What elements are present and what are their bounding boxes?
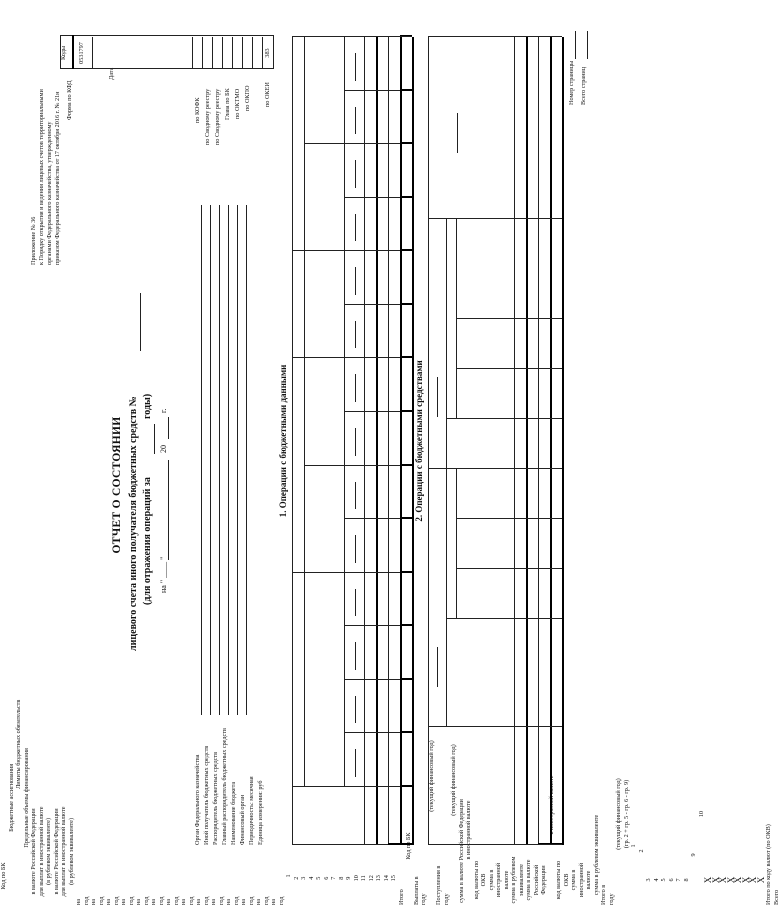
column-number: 5 xyxy=(315,876,322,880)
x-mark: X xyxy=(718,876,728,884)
codes-rule xyxy=(92,37,93,69)
table-rule xyxy=(446,219,447,727)
field-label: Наименование бюджета xyxy=(230,781,237,845)
column-year-line xyxy=(355,214,356,242)
column-number: 6 xyxy=(322,876,330,880)
report-title-years: годы) xyxy=(142,393,153,419)
column-na-label: на xyxy=(75,898,82,905)
column-number: 4 xyxy=(307,876,315,880)
table-rule xyxy=(562,37,564,845)
table-rule xyxy=(400,785,412,787)
section-2-receipts-note: (текущий финансовый год) xyxy=(450,744,457,816)
section-2-payments-sum-rub: сумма в рублевом эквиваленте xyxy=(510,856,525,904)
column-na-label: на xyxy=(210,898,217,905)
table-rule xyxy=(456,368,562,369)
table-rule xyxy=(388,843,412,845)
table-rule xyxy=(514,37,515,845)
table-rule xyxy=(304,37,305,787)
column-god-label: год xyxy=(112,896,120,905)
report-title-line-3: (для отражения операций за xyxy=(142,477,153,605)
codes-rule xyxy=(202,37,203,69)
column-na-label: на xyxy=(165,898,172,905)
column-year-line xyxy=(355,53,356,81)
appendix-line-4: приказом Федерального казначейства от 17 октября 2016 г. № 21н xyxy=(54,91,61,265)
section-2-payments-rub: сумма в валюте Российской Федерации xyxy=(457,799,465,903)
column-number: 5 xyxy=(660,878,667,882)
report-title: ОТЧЕТ О СОСТОЯНИИ xyxy=(111,416,123,554)
table-rule xyxy=(344,197,400,198)
table-rule xyxy=(388,37,389,845)
column-god-label: год xyxy=(172,896,180,905)
column-number: 13 xyxy=(375,875,382,882)
section-1-total-label: Итого xyxy=(397,889,405,905)
table-rule xyxy=(344,304,400,305)
okpo-label: по ОКПО xyxy=(244,85,251,111)
column-number: 2 xyxy=(637,849,645,853)
field-label: Распорядитель бюджетных средств xyxy=(212,751,219,845)
column-god-label: год xyxy=(187,896,195,905)
page-number-label: Номер страницы xyxy=(568,60,575,105)
table-rule xyxy=(400,356,412,358)
year-fill-line xyxy=(437,647,438,687)
column-na-label: на xyxy=(150,898,157,905)
column-number: 9 xyxy=(690,853,697,857)
report-date-month-line xyxy=(168,460,169,560)
tofk-label: по КОФК xyxy=(194,97,201,123)
table-rule xyxy=(344,37,345,787)
section-1-pof-foreign-note: (в рублевом эквиваленте) xyxy=(67,817,75,885)
column-god-label: год xyxy=(202,896,210,905)
codes-rule xyxy=(262,37,263,69)
section-2-total-label: Итого в xyxy=(600,884,607,905)
table-rule xyxy=(376,37,378,845)
section-1-pof-rub: в валюте Российской Федерации xyxy=(52,808,60,895)
codes-rule xyxy=(192,37,193,69)
table-rule xyxy=(344,518,400,519)
table-rule xyxy=(456,219,457,419)
field-label: Единица измерения: руб xyxy=(257,780,264,845)
oktmo-label: по ОКТМО xyxy=(234,88,241,119)
section-2-total-note: (текущий финансовый год) xyxy=(615,778,622,850)
section-2-receipts-sum-rub: сумма в рублевом эквиваленте xyxy=(592,814,600,896)
field-fill-line xyxy=(210,205,211,715)
table-rule xyxy=(526,37,528,845)
table-rule xyxy=(428,726,562,727)
table-rule xyxy=(344,679,400,680)
column-year-line xyxy=(355,482,356,510)
date-label: Дата xyxy=(108,67,115,80)
table-rule xyxy=(446,418,562,419)
report-date-year: 20 xyxy=(159,445,168,453)
column-god-label: год xyxy=(232,896,240,905)
section-1-lbo-foreign-note: (в рублевом эквиваленте) xyxy=(45,817,52,885)
section-2-receipts-sum-foreign: сумма в иностранной валюте xyxy=(570,862,592,898)
table-rule xyxy=(400,142,412,144)
column-number: 8 xyxy=(682,878,690,882)
x-mark: X xyxy=(703,876,713,884)
table-rule xyxy=(304,143,400,144)
column-god-label: год xyxy=(82,896,90,905)
field-label: Иной получатель бюджетных средств xyxy=(203,745,210,845)
table-rule xyxy=(550,37,552,845)
column-god-label: год xyxy=(142,896,150,905)
pages-total-label: Всего страниц xyxy=(580,66,587,105)
table-rule xyxy=(456,469,457,619)
section-2-total-year: году xyxy=(607,893,615,905)
section-1-pof-foreign: для выплат в иностранной валюте xyxy=(60,806,67,897)
column-na-label: на xyxy=(120,898,127,905)
section-2-payments-foreign: в иностранной валюте xyxy=(465,800,472,860)
column-na-label: на xyxy=(255,898,262,905)
field-fill-line xyxy=(201,205,202,715)
report-date-prefix: на " ____ " xyxy=(159,556,168,593)
column-god-label: год xyxy=(97,896,105,905)
section-2-payments-note: (текущий финансовый год) xyxy=(427,740,435,812)
table-rule xyxy=(344,90,400,91)
table-rule xyxy=(412,37,414,845)
year-fill-line xyxy=(437,377,438,417)
table-rule xyxy=(292,786,400,787)
column-number: 2 xyxy=(292,876,300,880)
codes-rule xyxy=(222,37,223,69)
column-year-line xyxy=(355,160,356,188)
table-rule xyxy=(344,732,400,733)
codes-header: Коды xyxy=(60,45,67,61)
column-year-line xyxy=(355,696,356,724)
section-2-kbk-header: Код по БК xyxy=(405,832,412,860)
column-number: 1 xyxy=(285,874,292,878)
column-na-label: на xyxy=(180,898,187,905)
column-na-label: на xyxy=(90,898,97,905)
column-number: 1 xyxy=(630,844,637,848)
column-god-label: год xyxy=(247,896,255,905)
registry-label-1: по Сводному реестру xyxy=(204,88,211,145)
table-rule xyxy=(344,411,400,412)
section-2-total-okv-label: Итого по коду валют (по ОКВ) xyxy=(765,824,772,905)
pages-total-line xyxy=(587,31,588,59)
column-number: 3 xyxy=(300,876,307,880)
table-rule xyxy=(292,572,400,573)
column-year-line xyxy=(355,267,356,295)
field-label: Периодичность: месячная xyxy=(248,776,255,845)
year-fill-line xyxy=(457,113,458,153)
x-mark: X xyxy=(748,876,758,884)
table-rule xyxy=(292,250,400,251)
field-label: Главный распорядитель бюджетных средств xyxy=(221,728,228,845)
codes-rule xyxy=(212,37,213,69)
column-year-line xyxy=(355,374,356,402)
account-number-line xyxy=(140,293,141,351)
table-rule xyxy=(400,464,412,466)
column-year-line xyxy=(355,535,356,563)
x-mark: X xyxy=(733,876,743,884)
column-na-label: на xyxy=(105,898,112,905)
column-na-label: на xyxy=(135,898,142,905)
column-number: 7 xyxy=(675,878,682,882)
report-title-line-2: лицевого счета иного получателя бюджетных средств № xyxy=(128,396,139,651)
column-number: 11 xyxy=(360,875,367,882)
table-rule xyxy=(400,89,412,91)
column-number: 15 xyxy=(390,875,397,882)
table-rule xyxy=(400,571,412,573)
section-1-title: 1. Операции с бюджетными данными xyxy=(278,364,288,518)
section-1-pof-header: Предельные объемы финансирования xyxy=(22,748,30,848)
column-number: 3 xyxy=(645,878,652,882)
table-rule xyxy=(292,844,388,845)
appendix-line-2: к Порядку открытия и ведения лицевых счетов территориальными xyxy=(38,89,45,265)
codes-top-rule xyxy=(72,35,74,69)
table-rule xyxy=(428,37,429,845)
appendix-line-3: органами Федерального казначейства, утвержденному xyxy=(46,121,53,265)
table-rule xyxy=(400,410,412,412)
column-god-label: год xyxy=(217,896,225,905)
column-god-label: год xyxy=(277,896,285,905)
section-2-payments-year: году xyxy=(420,893,427,905)
table-rule xyxy=(292,357,400,358)
field-fill-line xyxy=(228,205,229,715)
table-rule xyxy=(400,303,412,305)
okud-code: 0531797 xyxy=(78,42,85,64)
section-2-receipts-year: году xyxy=(442,893,450,905)
registry-label-2: по Сводному реестру xyxy=(214,88,221,145)
table-rule xyxy=(292,37,293,845)
section-2-receipts-rub: сумма в валюте Российской Федерации xyxy=(525,859,547,901)
section-2-receipts-label: Поступления в xyxy=(435,865,442,905)
table-rule xyxy=(292,36,412,37)
column-year-line xyxy=(355,642,356,670)
field-label: Орган Федерального казначейства xyxy=(194,754,201,845)
field-fill-line xyxy=(219,205,220,715)
year-line xyxy=(154,424,155,454)
column-year-line xyxy=(355,749,356,777)
table-rule xyxy=(304,465,400,466)
column-na-label: на xyxy=(240,898,247,905)
table-rule xyxy=(428,36,562,37)
column-number: 10 xyxy=(697,810,705,818)
codes-rule xyxy=(252,37,253,69)
table-rule xyxy=(456,518,562,519)
column-number: 10 xyxy=(352,875,360,882)
column-number: 4 xyxy=(652,878,660,882)
field-fill-line xyxy=(246,205,247,715)
column-na-label: на xyxy=(270,898,277,905)
column-na-label: на xyxy=(225,898,232,905)
column-number: 6 xyxy=(667,878,675,882)
report-date-suffix: г. xyxy=(159,408,168,413)
okei-label: по ОКЕИ xyxy=(264,82,271,107)
column-year-line xyxy=(355,589,356,617)
column-na-label: на xyxy=(195,898,202,905)
section-1-ba-header: Бюджетные ассигнования xyxy=(7,763,15,832)
table-rule xyxy=(456,568,562,569)
appendix-line-1: Приложение № 36 xyxy=(30,216,37,265)
table-rule xyxy=(400,196,412,198)
column-year-line xyxy=(355,321,356,349)
section-2-total-formula: (гр. 2 + гр. 5 - гр. 6 - гр. 9) xyxy=(622,779,630,849)
column-number: 12 xyxy=(367,875,375,882)
section-1-kbk-header: Код по БК xyxy=(0,862,7,890)
x-mark: X xyxy=(740,876,751,884)
table-rule xyxy=(428,844,562,845)
table-rule xyxy=(538,37,539,845)
column-god-label: год xyxy=(157,896,165,905)
page-number-line xyxy=(575,31,576,59)
table-rule xyxy=(446,618,562,619)
table-rule xyxy=(400,249,412,251)
column-number: 9 xyxy=(345,876,352,880)
section-1-lbo-foreign: для выплат в иностранной валюте xyxy=(37,806,45,897)
column-god-label: год xyxy=(127,896,135,905)
table-rule xyxy=(400,37,402,845)
column-year-line xyxy=(355,428,356,456)
section-2-payments-okv: код валюты по ОКВ xyxy=(472,860,487,900)
okei-code: 383 xyxy=(264,48,271,58)
field-fill-line xyxy=(237,205,238,715)
table-rule xyxy=(400,517,412,519)
table-rule xyxy=(400,731,412,733)
section-2-receipts-okv: код валюты по ОКВ xyxy=(555,860,570,900)
x-mark: X xyxy=(725,876,736,884)
column-number: 7 xyxy=(330,876,337,880)
column-number: 14 xyxy=(382,875,390,882)
field-label: Финансовый орган xyxy=(239,794,246,845)
x-mark: X xyxy=(710,876,721,884)
glava-label: Глава по БК xyxy=(224,88,231,120)
column-year-line xyxy=(355,107,356,135)
section-1-lbo-rub: в валюте Российской Федерации xyxy=(30,808,37,895)
section-2-receipts-foreign: в иностранной валюте xyxy=(547,775,555,835)
table-rule xyxy=(344,625,400,626)
column-number: 8 xyxy=(337,876,345,880)
table-rule xyxy=(400,678,412,680)
section-2-grand-total-label: Всего xyxy=(772,889,780,905)
section-2-payments-sum-foreign: сумма в иностранной валюте xyxy=(487,862,510,898)
section-1-lbo-header: Лимиты бюджетных обязательств xyxy=(15,699,22,789)
section-2-payments-label: Выплаты в xyxy=(412,876,420,905)
codes-rule xyxy=(232,37,233,69)
table-rule xyxy=(364,37,365,845)
codes-rule xyxy=(242,37,243,69)
table-rule xyxy=(428,468,562,469)
table-rule xyxy=(428,218,562,219)
okud-label: Форма по КФД xyxy=(66,80,73,120)
section-2-title: 2. Операции с бюджетными средствами xyxy=(414,360,424,522)
report-date-year-line xyxy=(168,417,169,439)
column-god-label: год xyxy=(262,896,270,905)
x-mark: X xyxy=(755,876,766,884)
table-rule xyxy=(400,624,412,626)
table-rule xyxy=(456,318,562,319)
